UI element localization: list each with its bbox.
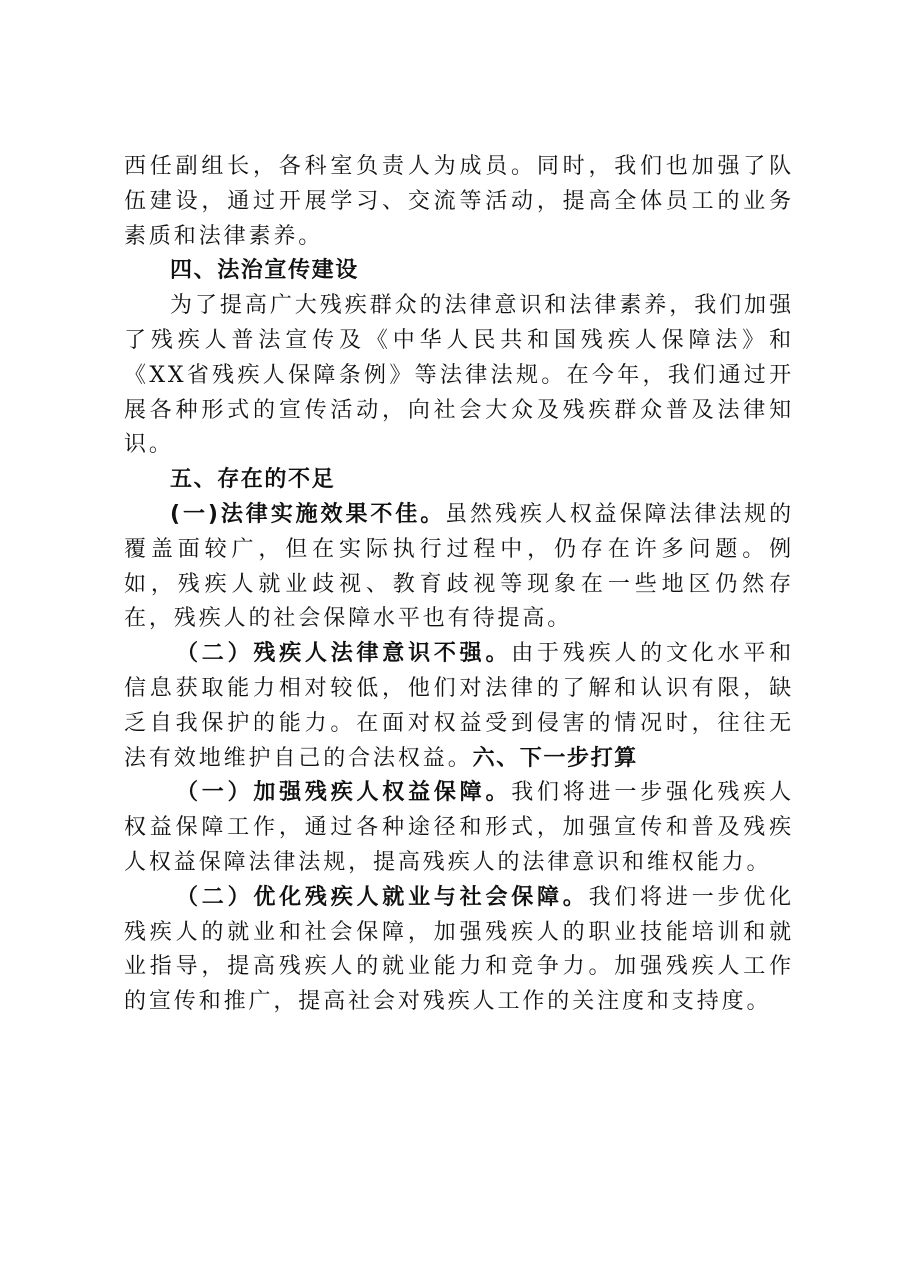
paragraph-legal-publicity (124, 289, 794, 463)
paragraph-text: 西任副组长，各科室负责人为成员。同时，我们也加强了队伍建设，通过开展学习、交流等活动，提高全体员工的业务素质和法律素养。 (124, 154, 794, 249)
paragraph-text: 虽然残疾人权益保障法律法规的覆盖面较广，但在实际执行过程中，仍存在许多问题。例如，残疾人就业歧视、教育歧视等现象在一些地区仍然存在，残疾人的社会保障水平也有待提高。 (124, 501, 794, 632)
paragraph-team-building (124, 150, 794, 254)
section-heading-shortcomings (124, 463, 794, 498)
paragraph-shortcoming-1 (124, 498, 794, 637)
paragraph-shortcoming-2 (124, 637, 794, 776)
paragraph-text: 我们将进一步强化残疾人权益保障工作，通过各种途径和形式，加强宣传和普及残疾人权益保障法律法规，提高残疾人的法律意识和维权能力。 (124, 780, 795, 875)
paragraph-text: 由于残疾人的文化水平和信息获取能力相对较低，他们对法律的了解和认识有限，缺乏自我保护的能力。在面对权益受到侵害的情况时，往往无法有效地维护自己的合法权益。 (124, 641, 795, 771)
paragraph-next-step-1 (124, 776, 794, 880)
paragraph-next-step-2 (124, 881, 794, 1020)
section-heading-legal-publicity (124, 254, 794, 289)
heading-text: 四、法治宣传建设 (170, 258, 359, 284)
paragraph-text: 我们将进一步优化残疾人的就业和社会保障，加强残疾人的职业技能培训和就业指导，提高残疾人的就业能力和竞争力。加强残疾人工作的宣传和推广，提高社会对残疾人工作的关注度和支持度。 (124, 884, 795, 1015)
paragraph-text: 为了提高广大残疾群众的法律意识和法律素养，我们加强了残疾人普法宣传及《中华人民共和国残疾人保障法》和《XX省残疾人保障条例》等法律法规。在今年，我们通过开展各种形式的宣传活动，向社会大众及残疾群众普及法律知识。 (124, 293, 794, 458)
paragraph-lead: (一)法律实施效果不佳。 (170, 501, 446, 527)
paragraph-lead: （二）优化残疾人就业与社会保障。 (176, 884, 589, 910)
section-heading-next-steps: 六、下一步打算 (472, 745, 638, 771)
document-body (124, 150, 794, 1020)
paragraph-lead: （二）残疾人法律意识不强。 (176, 641, 512, 667)
paragraph-lead: （一）加强残疾人权益保障。 (176, 780, 512, 806)
heading-text: 五、存在的不足 (170, 467, 336, 493)
